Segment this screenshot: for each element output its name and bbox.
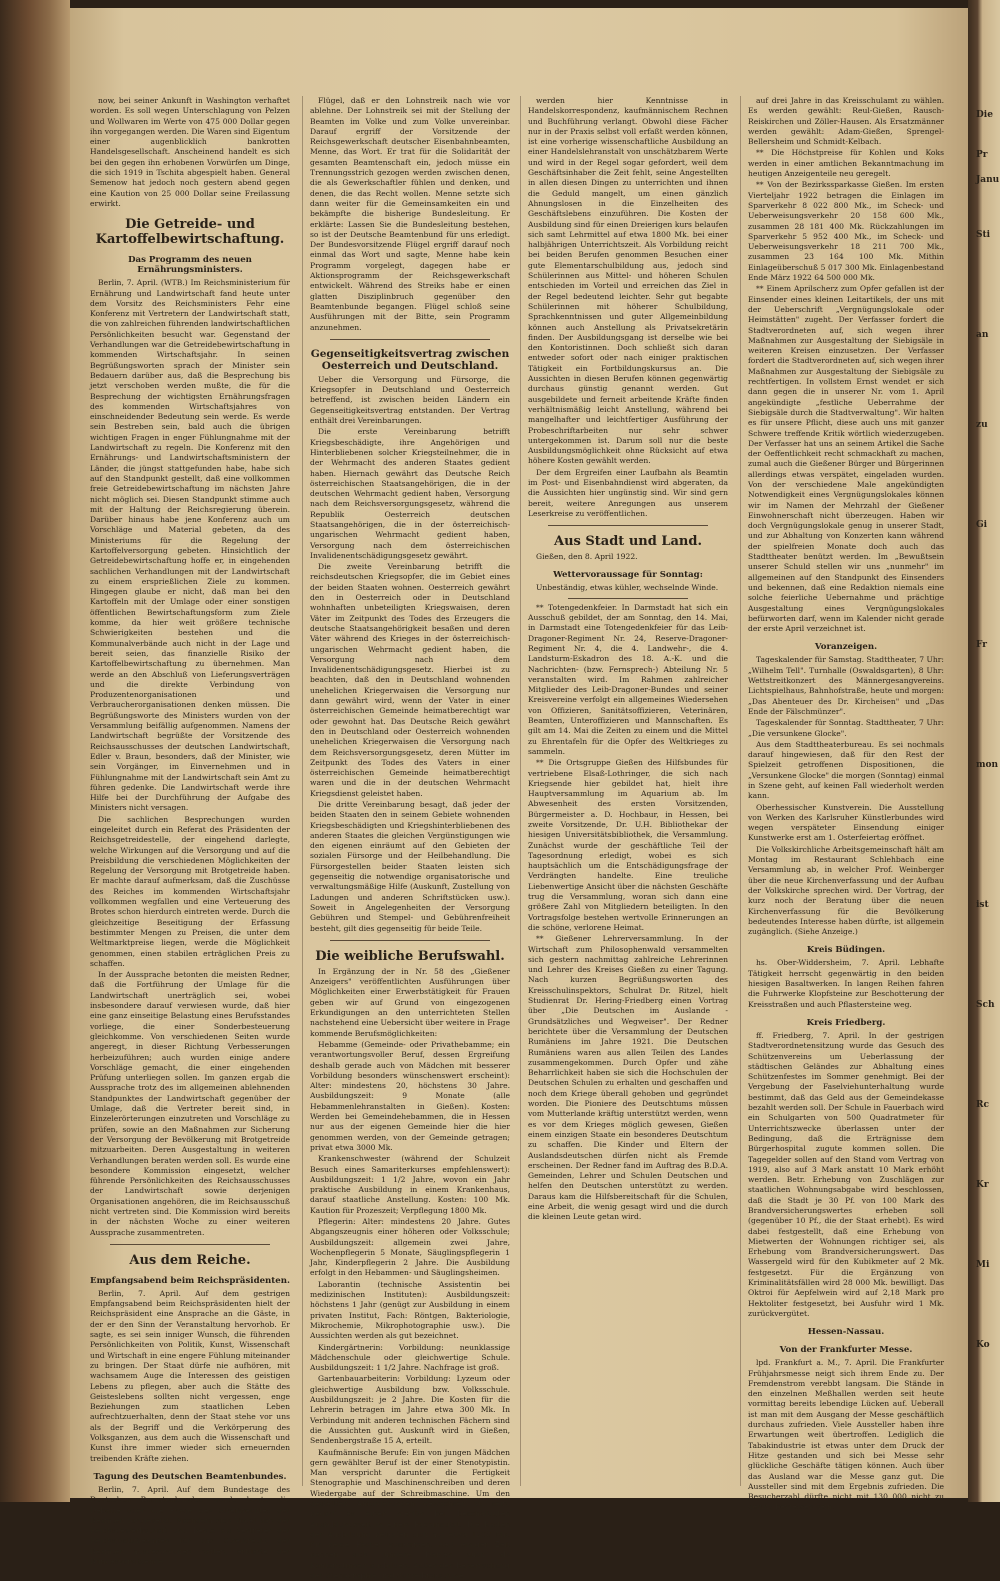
article-heading: Gegenseitigkeitsvertrag zwischen Oesterreich und Deutschland. <box>310 347 510 372</box>
article-paragraph: Pflegerin: Alter: mindestens 20 Jahre. Gutes Abgangszeugnis einer höheren oder Volksschule; Ausbildungszeit: allgemein zwei Jahre, Wochenpflegerin 5 Monate, Säuglingspflegerin 1 Jahr, Kinderpflegerin 2 Jahre. Die Ausbildung erfolgt in den Hebammen- und Säuglingsheimen. <box>310 1216 510 1278</box>
article-paragraph: Oberhessischer Kunstverein. Die Ausstellung von Werken des Karlsruher Künstlerbundes wird wegen verspäteter Einsendung einiger Kunstwerke erst am 1. Osterfeiertag eröffnet. <box>748 802 944 843</box>
article-paragraph: Die sachlichen Besprechungen wurden eingeleitet durch ein Referat des Präsidenten der Reichsgetreidestelle, der eingehend darlegte, welche Wirkungen auf die Versorgung und auf die Preisbildung die verschiedenen Möglichkeiten der Regelung der Versorgung mit Brotgetreide haben. Er machte darauf aufmerksam, daß die Zuschüsse des Reiches im kommenden Wirtschaftsjahr vollkommen wegfallen und eine Verteuerung des Brotes schon hierdurch eintreten werde. Durch die gleichzeitige Beseitigung der Erfassung bestimmter Mengen zu Preisen, die unter dem Weltmarktpreise liegen, werde die Möglichkeit genommen, einen stabilen erträglichen Preis zu schaffen. <box>90 814 290 968</box>
article-heading: Die weibliche Berufswahl. <box>315 948 505 964</box>
book-binding-left <box>0 0 70 1502</box>
article-paragraph: ff. Friedberg, 7. April. In der gestrigen Stadtverordnetensitzung wurde das Gesuch des Schützenvereins um Ueberlassung der städtischen Geländes zur Abhaltung eines Schützenfestes im Sommer genehmigt. Bei der Vergebung der Faselviehunterhaltung wurde bestimmt, daß das Geld aus der Gemeindekasse bezahlt werden soll. Der Schule in Fauerbach wird ein Schulgarten von 500 Quadratmeter für Unterrichtszwecke überlassen unter der Bedingung, daß die Erträgnisse dem Bürgerhospital zugute kommen sollen. Die Tagegelder sollen auf den Stand vom Vertrag von 1919, also auf 3 Mark anstatt 10 Mark erhöht werden. Betr. Erhebung von Zuschlägen zur staatlichen Wohnungsabgabe wird beschlossen, daß die Stadt je 30 Pf. von 100 Mark des Brandversicherungswertes erheben soll (gegenüber 10 Pf., die der Staat erhebt). Es wird dabei festgestellt, daß eine Erhebung von Mietwerten der Wohnungen richtiger sei, als Erhebung vom Brandversicherungswert. Das Wassergeld wird für den Kubikmeter auf 2 Mk. festgesetzt. Für die Ergänzung von Kriminalitätsfällen wird 28 000 Mk. bewilligt. Das Oktroi für Aepfelwein wird auf 2,18 Mark pro Hektoliter festgesetzt, bei Ausfuhr wird 1 Mk. zurückvergütet. <box>748 1030 944 1318</box>
article-heading: Voranzeigen. <box>814 642 878 653</box>
article-paragraph: Aus dem Stadttheaterbureau. Es sei nochmals darauf hingewiesen, daß für den Rest der Spielzeit getroffenen Dispositionen, die „Versunkene Glocke" die morgen (Sonntag) einmal in Szene geht, auf keinen Fall wiederholt werden kann. <box>748 739 944 801</box>
article-paragraph: ** Die Höchstpreise für Kohlen und Koks werden in einer amtlichen Bekanntmachung im heutigen Anzeigenteile neu geregelt. <box>748 148 944 179</box>
edge-fragment: Sch <box>976 1000 995 1010</box>
article-paragraph: auf drei Jahre in das Kreisschulamt zu wählen. Es werden gewählt: Reul-Gießen, Rausch-Reiskirchen und Zöller-Hausen. Als Ersatzmänner werden gewählt: Adam-Gießen, Sprengel-Bellersheim und Schmidt-Kelbach. <box>748 96 944 147</box>
article-paragraph: Tageskalender für Samstag. Stadttheater, 7 Uhr: „Wilhelm Tell". Turnhalle (Oswaldsgarten), 8 Uhr: Wettstreitkonzert des Männergesangvereins. Lichtspielhaus, Bahnhofstraße, heute und morgen: „Das Abenteuer des Dr. Kircheisen" und „Das Ende der Fälschmünzer". <box>748 655 944 716</box>
edge-fragment: Janu <box>976 175 1000 185</box>
edge-fragment: Sti <box>976 230 991 240</box>
article-paragraph: Kaufmännische Berufe: Ein von jungen Mädchen gern gewählter Beruf ist der einer Stenotypistin. Man verspricht darunter die Fertigkeit Stenographie und Maschinenschreiben und deren Wiedergabe auf der Schreibmaschine. Um den gestellten Anforderungen gewachsen zu sein, bedarf es einer hierfür bei beschäftigten Ausbildungszeit in einem Fachinstitut. Die Kosten der Ausbildung belaufen sich auf etwa 1200 Mk. für beide Fächer zusammen. Seit einiger Zeit können sich jüngere Damen auch als Kontoristinnen ausbilden. Außer der Beherrschung der Stenographie und Schreibmaschine <box>310 1447 510 1581</box>
edge-fragment: mon <box>976 760 999 770</box>
article-paragraph: In der Aussprache betonten die meisten Redner, daß die Fortführung der Umlage für die Landwirtschaft unerträglich sei, wobei insbesondere darauf verwiesen wurde, daß hier eine ganz einseitige Belastung eines Berufsstandes vorliege, die einer Sonderbesteuerung gleichkomme. Von verschiedenen Seiten wurde angeregt, in dieser Richtung Verbesserungen herbeizuführen; auch wurden einige andere Vorschläge gemacht, die einer eingehenden Prüfung unterliegen sollen. Im ganzen ergab die Aussprache trotz des im allgemeinen ablehnenden Standpunktes der Landwirtschaft gegenüber der Umlage, daß die Vertreter bereit sind, in Einzelerörterungen einzutreten und Vorschläge zu prüfen, sowie an den Maßnahmen zur Sicherung der Versorgung der Bevölkerung mit Brotgetreide mitzuarbeiten. Deren Ausgestaltung in weiteren Verhandlungen beraten werden soll. Es wurde eine besondere Kommission eingesetzt, welcher führende Persönlichkeiten des Reichsausschusses der Landwirtschaft sowie derjenigen Organisationen angehören, die im Reichsausschuß nicht vertreten sind. Die Kommission wird bereits in der nächsten Woche zu einer weiteren Aussprache zusammentreten. <box>90 970 290 1237</box>
article-paragraph: Die erste Vereinbarung betrifft Kriegsbeschädigte, ihre Angehörigen und Hinterbliebenen solcher Kriegsteilnehmer, die in der Wehrmacht des anderen Staates gedient haben. Hiernach gewährt das Deutsche Reich österreichischen Staatsangehörigen, die in der deutschen Wehrmacht gedient haben, Versorgung nach dem Reichsversorgungsgesetz, während die Republik Oesterreich deutschen Staatsangehörigen, die in der österreichisch-ungarischen Wehrmacht gedient haben, Versorgung nach dem österreichischen Invalidenentschädigungsgesetz gewährt. <box>310 427 510 560</box>
article-heading: Tagung des Deutschen Beamtenbundes. <box>93 1471 287 1482</box>
article-paragraph: Die zweite Vereinbarung betrifft die reichsdeutschen Kriegsopfer, die im Gebiet eines der beiden Staaten wohnen. Oesterreich gewährt den in Oesterreich oder in Deutschland wohnhaften unbeteiligten Kriegswaisen, deren Väter im Zeitpunkt des Todes des Erzeugers die deutsche Staatsangehörigkeit besaßen und deren Väter während des Krieges in der österreichisch-ungarischen Wehrmacht gedient haben, die Versorgung nach dem Invalidenentschädigungsgesetz. Hierbei ist zu beachten, daß den in Deutschland wohnenden unehelichen Kriegerwaisen die Versorgung nur dann gewährt wird, wenn der Vater in einer österreichischen Gemeinde heimatberechtigt war oder gewohnt hat. Das Deutsche Reich gewährt den in Deutschland oder Oesterreich wohnenden unehelichen Kriegerwaisen die Versorgung nach dem Reichsversorgungsgesetz, deren Mütter im Zeitpunkt des Todes des Vaters in einer österreichischen Gemeinde heimatberechtigt waren und die in der deutschen Wehrmacht Kriegsdienst geleistet haben. <box>310 562 510 798</box>
column-rule <box>302 96 303 1486</box>
article-paragraph: Ueber die Versorgung und Fürsorge, die Kriegsopfer in Deutschland und Oesterreich betreffend, ist zwischen beiden Ländern ein Gegenseitigkeitsvertrag entstanden. Der Vertrag enthält drei Vereinbarungen. <box>310 374 510 426</box>
article-paragraph: Gießen, den 8. April 1922. <box>536 552 638 562</box>
article-paragraph: Flügel, daß er den Lohnstreik nach wie vor ablehne. Der Lohnstreik sei mit der Stellung der Beamten im Volke und zum Volke unvereinbar. Darauf ergriff der Vorsitzende der Reichsgewerkschaft deutscher Eisenbahnbeamten, Menne, das Wort. Er trat für die Solidarität der gesamten Beamtenschaft ein, jedoch müsse ein Trennungsstrich gezogen werden zwischen denen, die als Gewerkschaftler fühlen und denken, und denen, die das Recht wollen. Menne setzte sich dann weiter für die Gemeinsamkeiten ein und bekämpfte die bisherige Bundesleitung. Er erklärte: Lassen Sie die Bundesleitung bestehen, so ist der Deutsche Beamtenbund für uns erledigt. Der Bundesvorsitzende Flügel ergriff darauf noch einmal das Wort und sagte, Menne habe kein Programm vorgelegt, dagegen habe er Aktionsprogramm der Reichsgewerkschaft entwickelt. Während des Streiks habe er einen glatten Disziplinbruch gegenüber den Beamtenbunde begangen. Flügel schloß seine Ausführungen mit der Bitte, sein Programm anzunehmen. <box>310 96 510 332</box>
section-divider <box>110 1244 270 1245</box>
book-binding-right <box>968 0 1000 1502</box>
edge-fragment: ist <box>976 900 989 910</box>
article-paragraph: now, bei seiner Ankunft in Washington verhaftet worden. Es soll wegen Unterschlagung von Pelzen und Wollwaren im Werte von 475 000 Dollar gegen ihn vorgegangen werden. Die Waren sind Eigentum einer augenblicklich bankrotten Handelsgesellschaft. Anscheinend handelt es sich bei den gegen ihn erhobenen Vorwürfen um Dinge, die sich 1919 in Tschita abgespielt haben. General Semenow hat jedoch noch gestern abend gegen eine Kaution von 25 000 Dollar seine Freilassung erwirkt. <box>90 96 290 208</box>
edge-fragment: Rc <box>976 1100 989 1110</box>
article-heading: Hessen-Nassau. <box>807 1327 885 1338</box>
edge-fragment: Ko <box>976 1340 990 1350</box>
column-rule <box>520 96 521 1486</box>
section-divider <box>330 339 490 340</box>
section-divider <box>568 598 688 599</box>
article-paragraph: Hebamme (Gemeinde- oder Privathebamme; ein verantwortungsvoller Beruf, dessen Ergreifung deshalb gerade auch von Mädchen mit besserer Vorbildung besonders wünschenswert erscheint): Alter: mindestens 20, höchstens 30 Jahre. Ausbildungszeit: 9 Monate (alle Hebammenlehranstalten in Gießen). Kosten: Werden bei Gemeindehebammen, die in Hessen nur aus der eigenen Gemeinde hier die hier genommen werden, von der Gemeinde getragen; privat etwa 3000 Mk. <box>310 1039 510 1152</box>
article-paragraph: hs. Ober-Widdersheim, 7. April. Lebhafte Tätigkeit herrscht gegenwärtig in den beiden hiesigen Basaltwerken. In langen Reihen fahren die Fuhrwerke Klopfsteine zur Beschotterung der Kreisstraßen und auch Pflastersteine weg. <box>748 958 944 1009</box>
text-column-4 <box>748 96 944 1512</box>
section-divider <box>548 525 708 526</box>
article-paragraph: ** Gießener Lehrerversammlung. In der Wirtschaft zum Philosophenwald versammelten sich gestern nachmittag zahlreiche Lehrerinnen und Lehrer des Kreises Gießen zu einer Tagung. Nach kurzen Begrüßungsworten des Kreisschulinspektors, Schulrat Dr. Ritzel, hielt Studienrat Dr. Hering-Friedberg einen Vortrag über „Die Deutschen im Auslande - Grundsätzliches und Wegweiser". Der Redner berichtete über die Versammlung der Deutschen Rumäniens im Jahre 1921. Die Deutschen Rumäniens waren aus allen Teilen des Landes zusammengekommen. Durch Opfer und zähe Beharrlichkeit haben sie sich die Hochschulen der Deutschen Schulen zu erhalten und geschaffen und noch dem Kriege überall gehoben und gegründet worden. Die Pioniere des Deutschtums müssen vom Mutterlande kräftig unterstützt werden, wenn es vor dem Krieges möglich gewesen, Gießen einem einzigen Staate ein besonderes Deutschtum zu schaffen. Die Kinder und Eltern der Auslandsdeutschen dürfen nicht als Fremde erscheinen. Der Redner fand im Auftrag des B.D.A. Gemeinden, Lehrer und Schulen Deutschen und helfen den Deutschen unterstützt zu werden. Daraus kam die Hilfsbereitschaft für die Schulen, eine Arbeit, die wenig gesagt wird und die durch die kleinen Leute getan wird. <box>528 934 728 1222</box>
article-paragraph: werden hier Kenntnisse in Handelskorrespondenz, kaufmännischem Rechnen und Buchführung verlangt. Obwohl diese Fächer nur in der Praxis selbst voll erfaßt werden können, ist eine vorherige wissenschaftliche Ausbildung an einer Handelslehranstalt von unschätzbarem Werte und wird in der Regel sogar gefordert, weil dem Geschäftsinhaber die Zeit fehlt, seine Angestellten in allen diesen Dingen zu unterrichten und ihnen die Geduld mangelt, um einen gänzlich Ahnungslosen in die Einzelheiten des Geschäftslebens einzuführen. Die Kosten der Ausbildung sind für einen Dreierigen kurs belaufen sich samt Lehrmittel auf etwa 1800 Mk. bei einer halbjährigen Unterrichtszeit. Als Vorbildung reicht bei beiden Berufen genommen Besuchen einer gute Elementarschulbildung aus, jedoch sind Schülerinnen aus Mittel- und höheren Schulen entschieden im Vorteil und erreichen das Ziel in der Regel bedeutend leichter. Sehr gut begabte Schülerinnen mit höherer Schulbildung, Sprachkenntnissen und guter Allgemeinbildung können auch Anstellung als Privatsekretärin finden. Der Ausbildungsgang ist derselbe wie bei den Kontoristinnen. Doch schließt sich daran entweder sofort oder nach einiger praktischen Tätigkeit ein Fortbildungskursus an. Die Aussichten in diesen Berufen können gegenwärtig durchaus günstig genannt werden. Gut ausgebildete und ferneit arbeitende Kräfte finden verhältnismäßig leicht Anstellung, während bei mangelhafter und leichtfertiger Ausführung der Probeschriftarbeiten nur sehr schwer untergekommen ist. Darum soll nur die beste Ausbildungsmöglichkeit ohne Rücksicht auf etwa höhere Kosten gewählt werden. <box>528 96 728 466</box>
article-paragraph: Laborantin (technische Assistentin bei medizinischen Instituten): Ausbildungszeit: höchstens 1 Jahr (genügt zur Ausbildung in einem privaten Institut, Fach: Röntgen, Bakteriologie, Mikrochemie, Mikrophotographie usw.). Die Aussichten werden als gut bezeichnet. <box>310 1279 510 1341</box>
article-heading: Die Getreide- und Kartoffelbewirtschaftung. <box>95 217 285 248</box>
article-paragraph: Die Volkskirchliche Arbeitsgemeinschaft hält am Montag im Restaurant Schlehbach eine Versammlung ab, in welcher Prof. Weinberger über die neue Kirchenverfassung und der Aufbau der Volkskirche sprechen wird. Der Vortrag, der kurz noch der Beratung über die neuen Kirchenverfassung für die Bevölkerung bedeutendes Interesse haben dürfte, ist allgemein zugänglich. (Siehe Anzeige.) <box>748 844 944 937</box>
article-paragraph: Kindergärtnerin: Vorbildung: neunklassige Mädchenschule oder gleichwertige Schule. Ausbildungszeit: 1 1/2 Jahre. Nachfrage ist groß. <box>310 1342 510 1373</box>
article-paragraph: Berlin, 7. April. Auf dem Bundestage des Deutschen Beamtenbundes wurde heute die Debatte über die Frage des Streikrechtes der Beamten fortgesetzt. Nachdem sich Vogel von der Reichsgewerkschaft und Bente als Vertreter der Reichsjustizbeamten für das Streikrecht der Beamten ausgesprochen hatten, erklärte der Bundesvorsitzende <box>90 1484 290 1566</box>
article-heading: Wettervoraussage für Sonntag: <box>553 570 703 581</box>
edge-fragment: Fr <box>976 640 987 650</box>
section-divider <box>330 940 490 941</box>
article-paragraph: Der dem Ergreifen einer Laufbahn als Beamtin im Post- und Eisenbahndienst wird abgeraten, da die Aussichten hier ungünstig sind. Wir sind gern bereit, weitere Anregungen aus unserem Leserkreise zu veröffentlichen. <box>528 467 728 518</box>
article-heading: Kreis Büdingen. <box>806 945 886 956</box>
article-heading: Das Programm des neuen Ernährungsministers. <box>128 255 252 276</box>
edge-fragment: Gi <box>976 520 988 530</box>
edge-fragment: an <box>976 330 989 340</box>
edge-fragment: Kr <box>976 1180 989 1190</box>
article-paragraph: Berlin, 7. April. (WTB.) Im Reichsministerium für Ernährung und Landwirtschaft fand heute unter dem Vorsitz des Reichsministers Fehr eine Konferenz mit Vertretern der Landwirtschaft statt, die von zahlreichen führenden landwirtschaftlichen Persönlichkeiten besucht war. Gegenstand der Verhandlungen war die Getreidebewirtschaftung in kommenden Wirtschaftsjahr. In seinen Begrüßungsworten sprach der Minister sein Bedauern darüber aus, daß die Besprechung bis jetzt verschoben werden mußte, die für die Besprechung der wichtigsten Ernährungsfragen des kommenden Wirtschaftsjahres von einschneidender Bedeutung sein werde. Es werde sein Bestreben sein, bald auch die übrigen wichtigen Fragen in enger Fühlungnahme mit der Landwirtschaft zu regeln. Die Konferenz mit den Ernährungs- und Landwirtschaftsministern der Länder, die jüngst stattgefunden habe, habe sich auf den Standpunkt gestellt, daß eine vollkommen freie Getreidebewirtschaftung im nächsten Jahre nicht möglich sei. Diesen Standpunkt stimme auch mit der Haltung der Reichsregierung überein. Darüber hinaus habe jene Konferenz auch um Vorschläge und Material gebeten, da des Ministeriums für die Regelung der Kartoffelversorgung gebeten. Hinsichtlich der Getreidebewirtschaftung hoffe er, in eingehenden sachlichen Verhandlungen mit der Landwirtschaft zu einem ersprießlichen Ziele zu kommen. Hingegen glaube er nicht, daß man bei den Kartoffeln mit der Umlage oder einer sonstigen öffentlichen Bewirtschaftungsform zum Ziele komme, da hier weit größere technische Schwierigkeiten bestehen und die Kommunalverbände auch nicht in der Lage und bereit seien, das finanzielle Risiko der Kartoffelbewirtschaftung zu übernehmen. Man werde an den Abschluß von Lieferungsverträgen und die direkte Verbindung von Produzentenorganisationen und Verbraucherorganisationen denken müssen. Die Begrüßungsworte des Ministers wurden von der Versammlung beifällig aufgenommen. Namens der Landwirtschaft begrüßte der Vorsitzende des Reichsausschusses der deutschen Landwirtschaft, Edler v. Braun, besonders, daß der Minister, wie sein Vorgänger, im Einvernehmen und in Fühlungnahme mit der Landwirtschaft sein Amt zu führen gedenke. Die Landwirtschaft werde ihre Hilfe bei der Durchführung der Aufgabe des Ministers nicht versagen. <box>90 278 290 813</box>
edge-fragment: Pr <box>976 150 988 160</box>
article-paragraph: ** Totengedenkfeier. In Darmstadt hat sich ein Ausschuß gebildet, der am Sonntag, den 14. Mai, in Darmstadt eine Totengedenkfeier für das Leib-Dragoner-Regiment Nr. 24, Reserve-Dragoner-Regiment Nr. 4, die 4. Landwehr-, die 4. Landsturm-Eskadron des 18. A.-K. und die Nachrichten- (bzw. Fernsprech-) Abteilung Nr. 5 veranstalten wird. Im Rahmen zahlreicher Mitglieder des Leib-Dragoner-Bundes und seiner Kreisvereine verfolgt ein allgemeines Wiedersehen von Offizieren, Sanitätsoffizieren, Veterinären, Beamten, Unteroffizieren und Mannschaften. Es gilt am 14. Mai die Zeiten zu einem und die Mittel zu Ehrentafeln für die Opfer des Weltkrieges zu sammeln. <box>528 602 728 756</box>
article-paragraph: In Ergänzung der in Nr. 58 des „Gießener Anzeigers" veröffentlichten Ausführungen über Möglichkeiten einer Erwerbstätigkeit für Frauen geben wir auf Grund von eingezogenen Erkundigungen an den unterrichteten Stellen nachstehend eine Uebersicht über weitere in Frage kommende Berufsmöglichkeiten: <box>310 966 510 1038</box>
article-paragraph: ** Die Ortsgruppe Gießen des Hilfsbundes für vertriebene Elsaß-Lothringer, die sich nach Kriegsende hier gebildet hat, hielt ihre Hauptversammlung im Aquarium ab. Im Abwesenheit des ersten Vorsitzenden, Bürgermeister a. D. Hochbaur, in Hessen, bei zweite Vorsitzende, Dr. U.H. Bibliothekar der hiesigen Universitätsbibliothek, die Versammlung. Zunächst wurde der geschäftliche Teil der Tagesordnung erledigt, wobei es sich hauptsächlich um die Entschädigungsfrage der Verdrängten handelte. Eine treuliche Liebenwertige Ansicht über die nächsten Geschäfte trug die Versammlung, woran sich dann eine größere Zahl von Mitgliedern beteiligten. In den Vortragsfolge bestehen wertvolle Erinnerungen an die schöne, verlorene Heimat. <box>528 758 728 932</box>
article-paragraph: ** Einem Aprilscherz zum Opfer gefallen ist der Einsender eines kleinen Leitartikels, der uns mit der Ueberschrift „Vergnügungslokale oder Heimstätten" zugeht. Der Verfasser fordert die Stadtverordneten auf, sich wegen ihrer Maßnahmen zur Ausgestaltung der Siebigsäle in weiteren Kreisen einzusetzen. Der Verfasser fordert die Stadtverordneten auf, sich wegen ihrer Maßnahmen zur Ausgestaltung der Siebigsäle zu rechtfertigen. In vollstem Ernst wendet er sich dann gegen die in unserer Nr. vom 1. April angekündigte „festliche Ueberrahme der Siebigsäle durch die Stadtverwaltung". Wir halten es für unsere Pflicht, diese auch uns mit ganzer Schwere treffende Kritik wörtlich wiederzugeben. Der Verfasser hat uns an seinem Artikel die Sache der Oeffentlichkeit recht schmackhaft zu machen, zumal auch die Gießener Bürger und Bürgerinnen allerdings etwas verspätet, eingeladen wurden. Von der verschiedene Male angekündigten Notwendigkeit eines Vergnügungslokales können wir im Namen der Mehrzahl der Gießener Einwohnerschaft nicht überzeugen. Haben wir doch Vergnügungslokale genug in unserer Stadt, und zur Abhaltung von Konzerten kann während der spielfreien Monate doch auch das Stadttheater benützt werden. Im „Bewußtsein unserer Schuld stellen wir uns „nunmehr" im allgemeinen auf den Standpunkt des Einsenders und bekennen, daß eine Redaktion niemals eine solche feierliche Uebernahme und prächtige Ausgestaltung eines Vergnügungslokales befürworten darf, wenn im Kalender nicht gerade der erste April verzeichnet ist. <box>748 284 944 634</box>
article-heading: Aus dem Reiche. <box>129 1252 251 1268</box>
article-paragraph: Gartenbauarbeiterin: Vorbildung: Lyzeum oder gleichwertige Ausbildung bzw. Volksschule. Ausbildungszeit: je 2 Jahre. Die Kosten für die Lehrerin betragen im Jahre etwa 300 Mk. In Verbindung mit anderen technischen Fächern sind die Aussichten gut. Auskunft wird in Gießen, Sendenbergstraße 15 A, erteilt. <box>310 1374 510 1446</box>
text-column-2 <box>310 96 510 1581</box>
article-paragraph: ** Von der Bezirkssparkasse Gießen. Im ersten Vierteljahr 1922 betragen die Einlagen im Sparverkehr 8 022 800 Mk., im Scheck- und Ueberweisungsverkehr 20 158 600 Mk., zusammen 28 181 400 Mk. Rückzahlungen im Sparverkehr 5 952 400 Mk., im Scheck- und Ueberweisungsverkehr 18 211 700 Mk., zusammen 23 164 100 Mk. Mithin Einlageüberschuß 5 017 300 Mk. Einlagenbestand Ende März 1922 64 500 000 Mk. <box>748 180 944 283</box>
text-column-1 <box>90 96 290 1566</box>
edge-fragment: zu <box>976 420 988 430</box>
text-column-3 <box>528 96 728 1491</box>
article-paragraph: Unbeständig, etwas kühler, wechselnde Winde. <box>536 583 719 593</box>
article-paragraph: Die dritte Vereinbarung besagt, daß jeder der beiden Staaten den in seinem Gebiete wohnenden Kriegsbeschädigten und Kriegshinterbliebenen des anderen Staates die gleichen Vergünstigungen wie den eigenen einräumt auf den Gebieten der sozialen Fürsorge und der Heilbehandlung. Die Fürsorgestellen beider Staaten leisten sich gegenseitig die notwendige organisatorische und verwaltungsmäßige Hilfe (Auskunft, Zustellung von Ladungen und anderen Schriftstücken usw.). Soweit in Angelegenheiten der Versorgung Gebühren und Stempel- und Gebührenfreiheit besteht, gilt dies gegenseitig für beide Teile. <box>310 800 510 933</box>
edge-fragment: Die <box>976 110 993 120</box>
article-paragraph: Berlin, 7. April. Auf dem gestrigen Empfangsabend beim Reichspräsidenten hielt der Reichspräsident eine Ansprache an die Gäste, in der er den Sinn der Veranstaltung hervorhob. Er sagte, es sei sein inniger Wunsch, die führenden Persönlichkeiten von Politik, Kunst, Wissenschaft und Wirtschaft in eine engere Fühlung miteinander zu bringen. Der Staat dürfe nie aufhören, mit wachsamem Auge die Interessen des geistigen Lebens zu pflegen, aber auch die Stätte des Geisteslebens sollten nicht vergessen, enge Beziehungen zum staatlichen Leben aufrechtzuerhalten, denn der Staat stehe vor uns als der Begriff und die Verkörperung des Volksganzen, aus dem auch die Wissenschaft und Kunst ihre immer wieder sich erneuernden treibenden Kräfte ziehen. <box>90 1288 290 1463</box>
article-paragraph: lpd. Frankfurt a. M., 7. April. Die Frankfurter Frühjahrsmesse neigt sich ihrem Ende zu. Der Fremdenstrom verebbt langsam. Die Stände in den einzelnen Meßhallen werden seit heute vormittag bereits lebendige Lücken auf. Ueberall ist man mit dem Ausgang der Messe geschäftlich durchaus zufrieden. Viele Aussteller haben ihre Erwartungen weit übertroffen. Lediglich die Tabakindustrie ist etwas unter dem Druck der Hitze gestanden und sich bei Messe sehr glückliche Geschäfte tätigen können. Auch über das Ausland war die Messe ganz gut. Die Aussteller sind mit dem Ergebnis zufrieden. Die Besucherzahl dürfte nicht mit 130 000 nicht zu gering bemessen sein. <box>748 1358 944 1512</box>
article-heading: Aus Stadt und Land. <box>554 534 702 550</box>
column-rule <box>740 96 741 1486</box>
article-heading: Empfangsabend beim Reichspräsidenten. <box>90 1275 290 1286</box>
edge-fragment: Mi <box>976 1260 990 1270</box>
article-heading: Von der Frankfurter Messe. <box>779 1345 913 1356</box>
article-heading: Kreis Friedberg. <box>806 1017 886 1028</box>
article-paragraph: Krankenschwester (während der Schulzeit Besuch eines Samariterkurses empfehlenswert): Ausbildungszeit: 1 1/2 Jahre, wovon ein Jahr praktische Ausbildung in einem Krankenhaus, darauf staatliche Anstellung. Kosten: 100 Mk. Kaution für Prozeszeit; Verpflegung 1800 Mk. <box>310 1154 510 1215</box>
article-paragraph: Tageskalender für Sonntag. Stadttheater, 7 Uhr: „Die versunkene Glocke". <box>748 718 944 738</box>
